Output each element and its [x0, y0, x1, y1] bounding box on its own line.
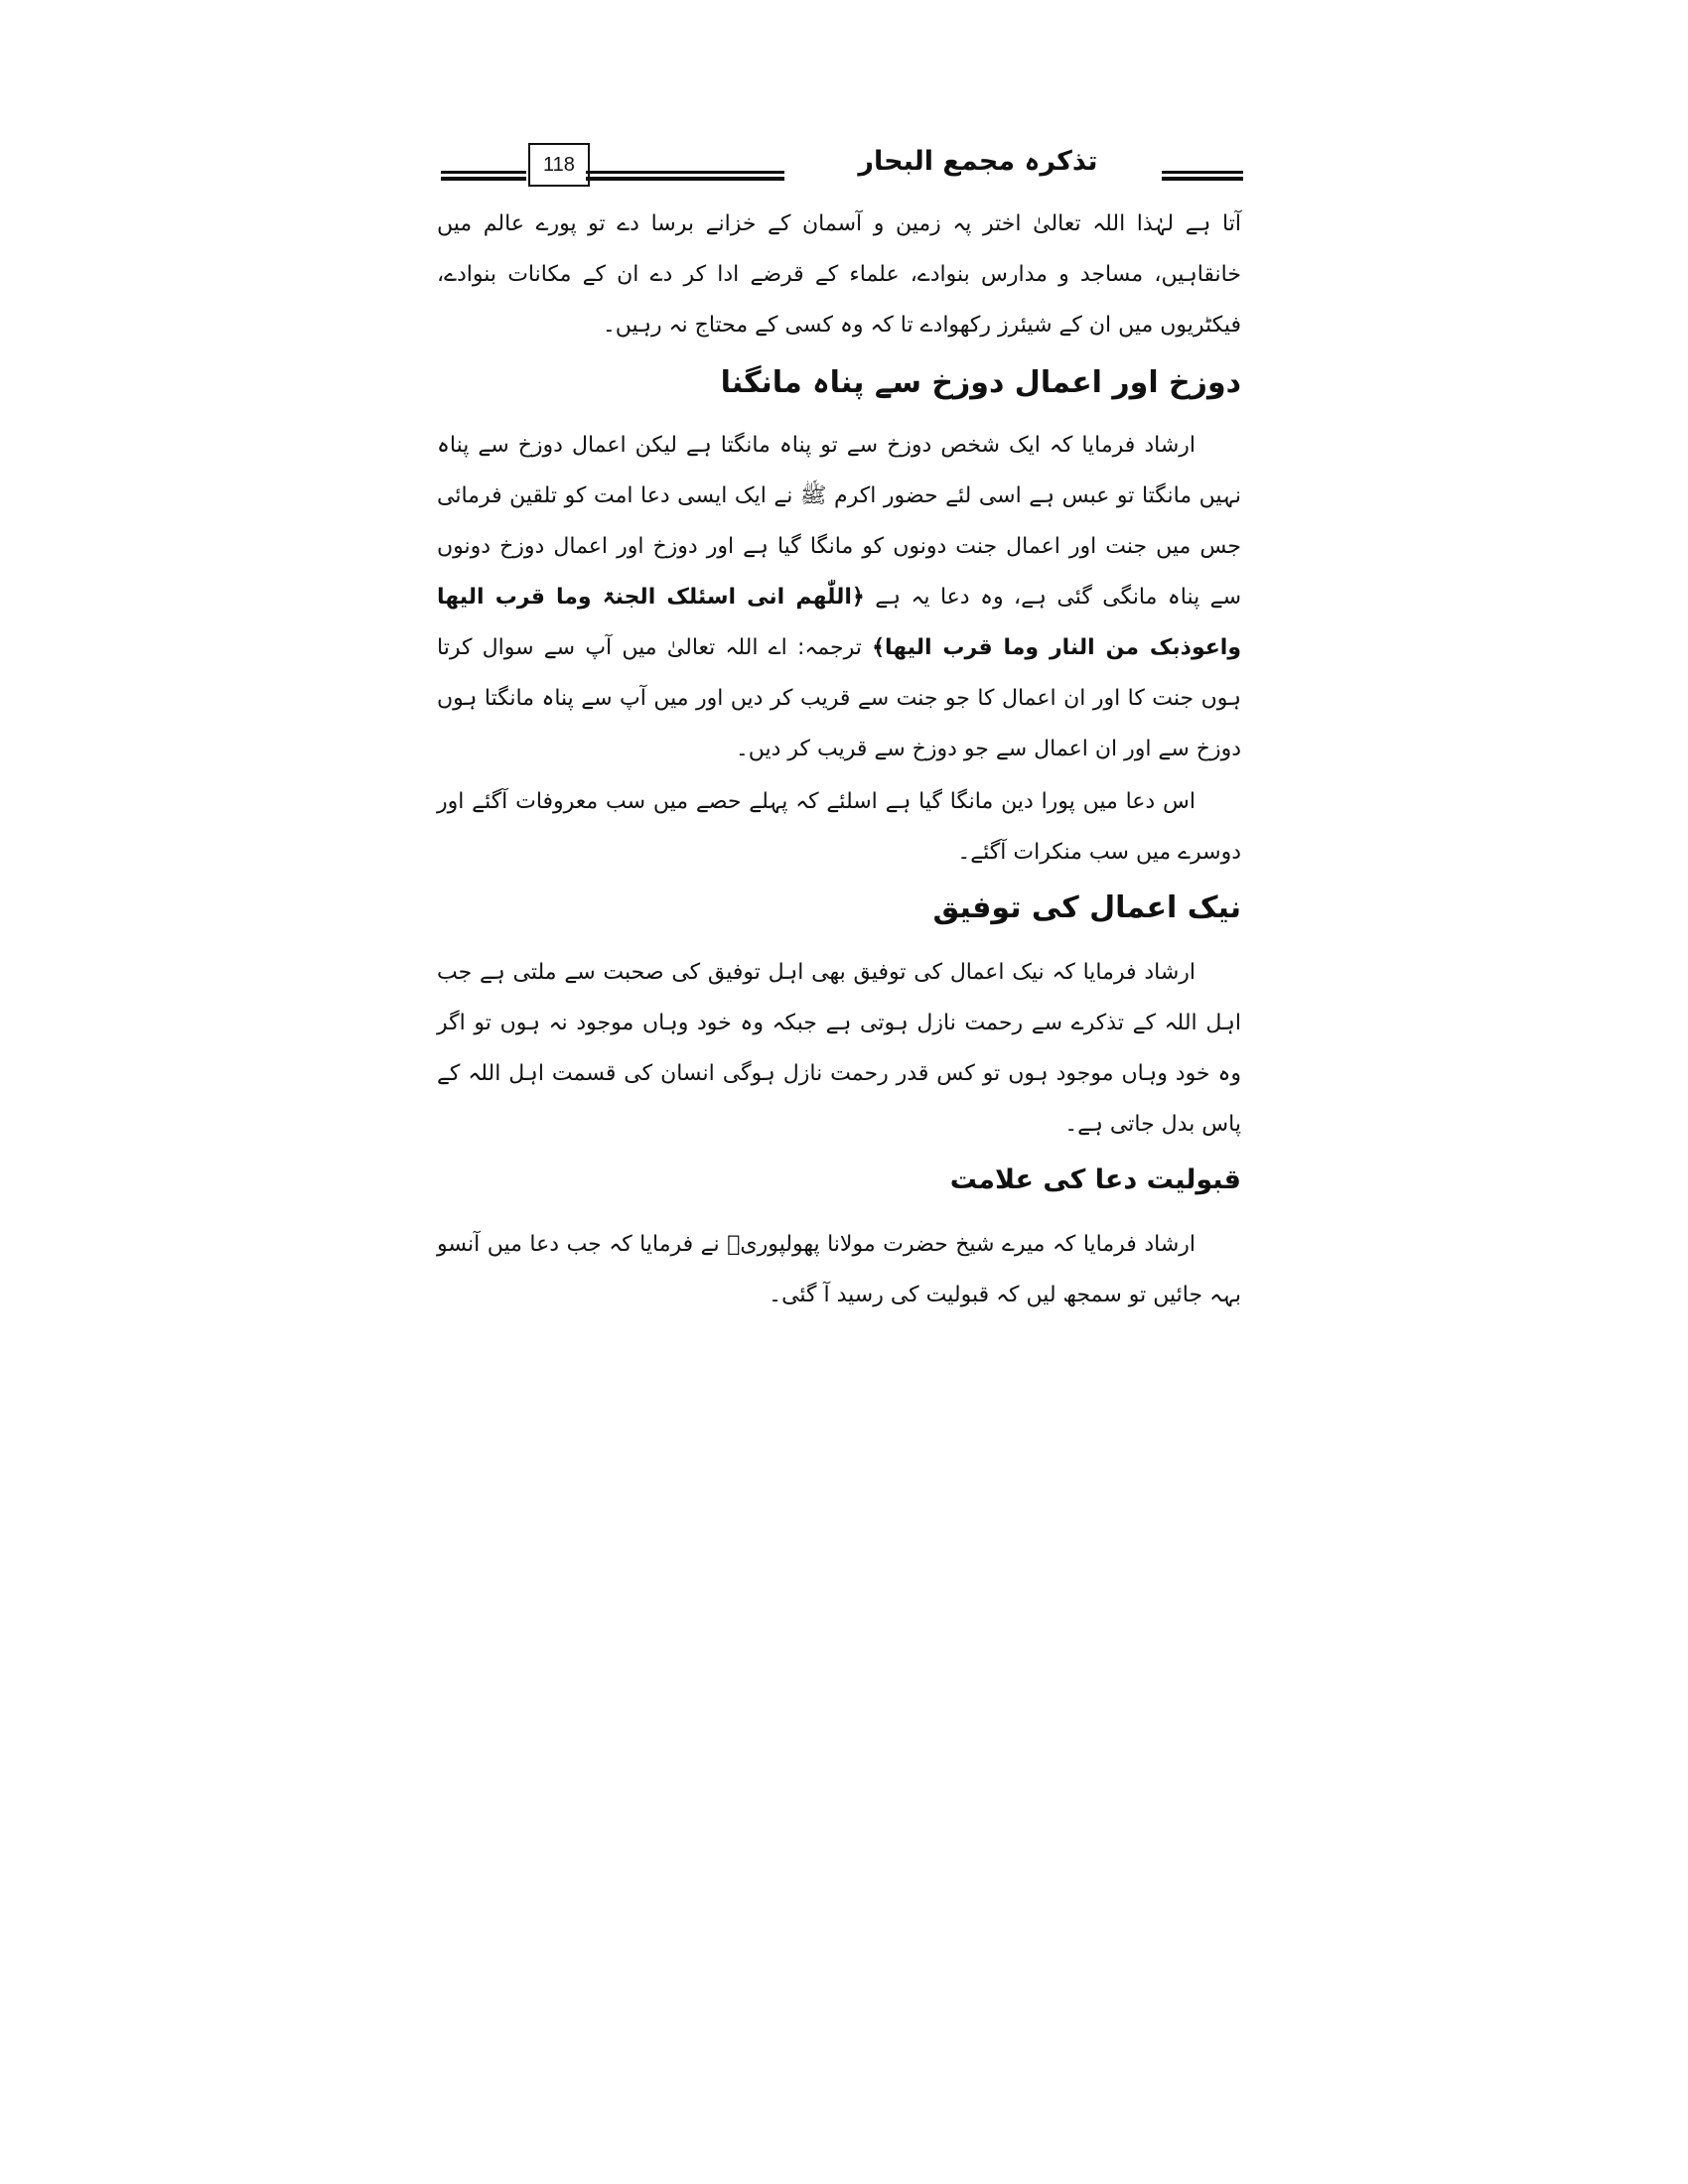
- paragraph-good-deeds: ارشاد فرمایا کہ نیک اعمال کی توفیق بھی اہل توفیق کی صحبت سے ملتی ہے جب اہل اللہ کے تذکرے سے رحمت نازل ہوتی ہے جبکہ وہ خود وہاں موجود نہ ہوں تو اگر وہ خود وہاں موجود ہوں تو کس قدر رحمت نازل ہوگی انسان کی قسمت اہل اللہ کے پاس بدل جاتی ہے۔: [437, 960, 1241, 1137]
- page-number: 118: [528, 143, 590, 187]
- header-rule-left: [441, 171, 526, 181]
- paragraph-acceptance: ارشاد فرمایا کہ میرے شیخ حضرت مولانا پھولپوریؒ نے فرمایا کہ جب دعا میں آنسو بہہ جائیں تو سمجھ لیں کہ قبولیت کی رسید آ گئی۔: [437, 1232, 1241, 1307]
- book-title: تذکرہ مجمع البحار: [858, 146, 1098, 177]
- paragraph-dua: [437, 420, 1241, 774]
- page-content: [437, 199, 1241, 1320]
- section-heading-hell: دوزخ اور اعمال دوزخ سے پناہ مانگنا: [720, 365, 1241, 400]
- header-rule-right: [1162, 171, 1243, 181]
- section-heading-acceptance: قبولیت دعا کی علامت: [949, 1164, 1241, 1195]
- paragraph-complete-religion: اس دعا میں پورا دین مانگا گیا ہے اسلئے کہ پہلے حصے میں سب معروفات آگئے اور دوسرے میں سب منکرات آگئے۔: [437, 789, 1241, 865]
- paragraph-dua-translation: ترجمہ: اے اللہ تعالیٰ میں آپ سے سوال کرتا ہوں جنت کا اور ان اعمال کا جو جنت سے قریب کر دیں اور میں آپ سے پناہ مانگتا ہوں دوزخ سے اور ان اعمال سے جو دوزخ سے قریب کر دیں۔: [437, 635, 1241, 761]
- header-rule-middle: [586, 171, 784, 181]
- page-header: [437, 139, 1241, 191]
- intro-paragraph: آتا ہے لہٰذا اللہ تعالیٰ اختر پہ زمین و آسمان کے خزانے برسا دے تو پورے عالم میں خانقاہیں، مساجد و مدارس بنوادے، علماء کے قرضے ادا کر دے ان کے مکانات بنوادے، فیکٹریوں میں ان کے شیئرز رکھوادے تا کہ وہ کسی کے محتاج نہ رہیں۔: [437, 211, 1241, 338]
- arabic-dua: ﴿اللّٰھم انی اسئلک الجنۃ وما قرب الیھا واعوذبک من النار وما قرب الیھا﴾: [437, 585, 1242, 660]
- paragraph-dua-text-before: ارشاد فرمایا کہ ایک شخص دوزخ سے تو پناہ مانگتا ہے لیکن اعمال دوزخ سے پناہ نہیں مانگتا تو عبس ہے اسی لئے حضور اکرم ﷺ نے ایک ایسی دعا امت کو تلقین فرمائی جس میں جنت اور اعمال جنت دونوں کو مانگا گیا ہے اور دوزخ اور اعمال دوزخ دونوں سے پناہ مانگی گئی ہے، وہ دعا یہ ہے: [437, 433, 1241, 610]
- section-heading-good-deeds: نیک اعمال کی توفیق: [932, 890, 1241, 925]
- book-page: [437, 139, 1241, 1628]
